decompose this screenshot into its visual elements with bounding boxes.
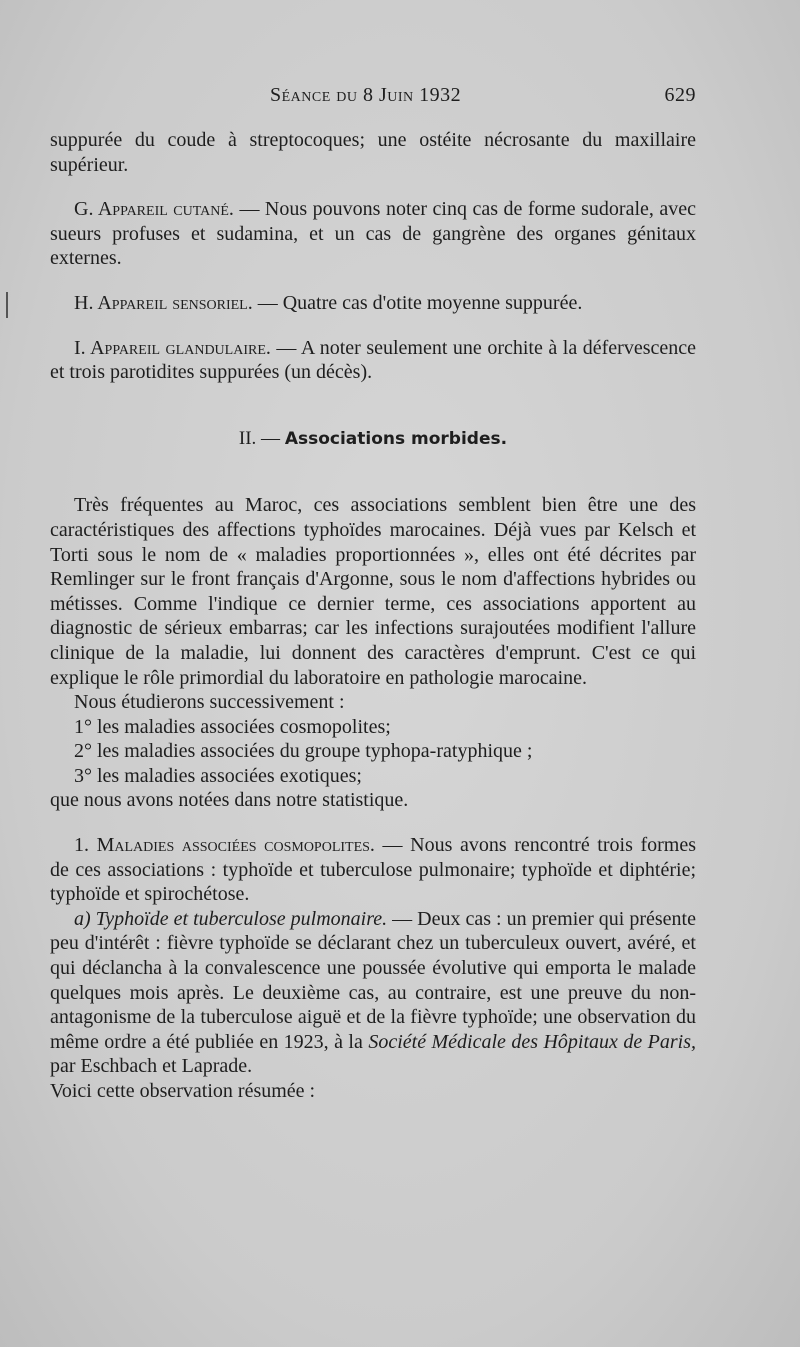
subsection-label: H. Appareil sensoriel.: [74, 291, 253, 314]
section-number: II. —: [238, 427, 281, 449]
paragraph-g: [50, 197, 696, 271]
section-title: Associations morbides.: [284, 428, 508, 449]
paragraph-text: — Nous pouvons noter cinq cas de forme sudorale, avec sueurs profuses et sudamina, et un cas de gangrène des organes génitaux externes.: [50, 198, 697, 270]
page-number: 629: [664, 84, 696, 106]
section-heading: [50, 427, 696, 452]
running-header: [50, 84, 696, 114]
paragraph-text: — A noter seulement une orchite à la défervescence et trois parotidites suppurées (un décès).: [50, 336, 696, 384]
subsection-label: a) Typhoïde et tuberculose pulmonaire.: [74, 907, 388, 930]
list-item: 1° les maladies associées cosmopolites;: [74, 715, 391, 738]
page-body: [50, 128, 696, 1104]
journal-name: Société Médicale des Hôpitaux de Paris,: [368, 1030, 697, 1053]
paragraph-h: [50, 291, 696, 316]
subsection-label: G. Appareil cutané.: [74, 198, 234, 221]
paragraph: Très fréquentes au Maroc, ces associations semblent bien être une des caractéristiques des affections typhoïdes marocaines. Déjà vues par Kelsch et Torti sous le nom de « maladies proportionnées », elles ont été décrites par Remlinger sur le front français d'Argonne, sous le nom d'affections hybrides ou métisses. Comme l'indique ce dernier terme, ces associations apportent au diagnostic de sérieux embarras; car les infections surajoutées modifient l'allure clinique de la maladie, lui donnent des caractères d'emprunt. C'est ce qui explique le rôle primordial du laboratoire en pathologie marocaine.: [50, 494, 696, 689]
paragraph-text: par Eschbach et Laprade.: [50, 1055, 253, 1078]
paragraph: Nous étudierons successivement :: [74, 691, 345, 714]
paragraph-i: [50, 336, 696, 385]
subsection-label: 1. Maladies associées cosmopolites.: [74, 834, 375, 857]
paragraph: Voici cette observation résumée :: [50, 1080, 316, 1102]
paragraph: que nous avons notées dans notre statistique.: [50, 789, 409, 812]
list-item: 3° les maladies associées exotiques;: [74, 764, 362, 787]
margin-mark: [6, 292, 8, 318]
paragraph-text: — Nous avons rencontré trois formes de ces associations : typhoïde et tuberculose pulmonaire; typhoïde et diphtérie; typhoïde et spirochétose.: [50, 834, 696, 906]
paragraph-text: — Deux cas : un premier qui présente peu d'intérêt : fièvre typhoïde se déclarant chez un tuberculeux ouvert, avéré, et qui déclancha à la convalescence une poussée évolutive qui emporta le malade quelques mois après. Le deuxième cas, au contraire, est une preuve du non-antagonisme de la tuberculose aiguë et de la fièvre typhoïde; une observation du même ordre a été publiée en 1923, à la: [50, 907, 696, 1053]
paragraph-text: — Quatre cas d'otite moyenne suppurée.: [257, 291, 583, 314]
list-item: 2° les maladies associées du groupe typhopa-ratyphique ;: [74, 740, 533, 763]
subsection-label: I. Appareil glandulaire.: [74, 336, 271, 359]
running-title: Séance du 8 Juin 1932: [270, 84, 462, 106]
paragraph: suppurée du coude à streptocoques; une ostéite nécrosante du maxillaire supérieur.: [50, 129, 696, 176]
paragraph-a: [50, 907, 696, 1079]
paragraph-section-1: [50, 833, 696, 907]
